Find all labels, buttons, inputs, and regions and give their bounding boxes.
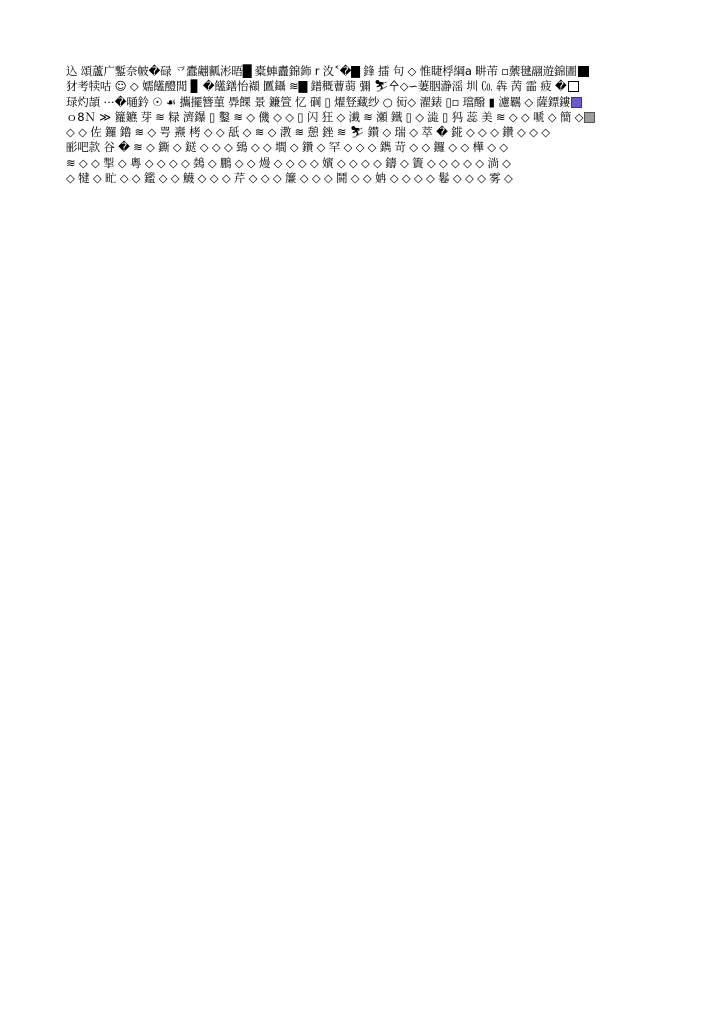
text-line	[66, 156, 666, 171]
text-line-content: 彨吧款 谷 � ≋ ◇ 鐁 ◇ 鎹 ◇ ◇ ◇ 鵄 ◇ ◇ 墹 ◇ 鑽 ◇ 罕 ◇ ◇ ◇ 鐫 苛 ◇ ◇ 鑼 ◇ ◇ 樺 ◇ ◇	[66, 140, 508, 155]
text-line-content: 犲考犊咕 ☺ ◇ 嬬饚醴閒 ▊ �饚鐥怡襭 匶鑷 ≋▇ 鐠穊蓸蒻 彌 ⛷㐃◇∽萋胭瀞滛 圳 ㏇ 犇 苪 霝 疲 �	[66, 79, 567, 94]
text-line	[66, 171, 666, 186]
text-line-content: ◇ 犍 ◇ 甿 ◇ ◇ 鑑 ◇ ◇ 鱴 ◇ ◇ ◇ 芹 ◇ ◇ ◇ 簾 ◇ ◇ ◇ 鬪 ◇ ◇ 姌 ◇ ◇ ◇ ◇ 鬈 ◇ ◇ ◇ 雾 ◇	[66, 171, 513, 186]
garbled-text-block	[66, 64, 666, 186]
text-line-content: ◇ ◇ 佐 鑼 鑥 ≋ ◇ 咢 燾 栲 ◇ ◇ 舐 ◇ ≋ ◇ 漖 ≋ 憩 銼 ≋ ⛷ 鑚 ◇ 瑞 ◇ 萃 � 錵 ◇ ◇ ◇ 鑽 ◇ ◇ ◇	[66, 125, 550, 140]
text-line-content: ≋ ◇ ◇ 掣 ◇ 粵 ◇ ◇ ◇ ◇ 鵱 ◇ 鵬 ◇ ◇ 熳 ◇ ◇ ◇ ◇ 嬪 ◇ ◇ ◇ ◇ 鑄 ◇ 簀 ◇ ◇ ◇ ◇ ◇ 淌 ◇	[66, 155, 511, 170]
text-line-content: 込 頌蘆广鏨奈帔�碌 乊蠹翽瓤涁晤█ 橐蛼衋錦鉓 r 汷˂�▇ 鋒 擂 句 ◇ 惟睫桴綱a 畊芾 ▫蘌毽翮遊錦圕	[66, 64, 577, 78]
text-line	[66, 125, 666, 140]
text-line	[66, 79, 666, 94]
text-line	[66, 95, 666, 110]
box-grey-icon	[584, 112, 595, 123]
text-line-content: ｏ8Ｎ ≫ 籮鑣 芽 ≋ 粶 濟鑤 ▯ 鑿 ≋ ◇ 僟 ◇ ◇ ▯ 闪 狂 ◇ 瀐 ≋ 瀬 鐵 ▯ ◇ 澁 ▯ 犸 蕊 美 ≋ ◇ ◇ 嗁 ◇ 簡 ◇	[66, 109, 584, 124]
text-line	[66, 64, 666, 79]
text-line	[66, 140, 666, 155]
text-line	[66, 110, 666, 125]
box-filled-icon	[578, 66, 589, 77]
text-line-content: 琭灼頡 ⋯�嗵鈐 ☉ ☙ 攜擺簪菫 馵餜 景 鐮箮 忆 碙 ▯ 燿豋藏纱 ○ 衏◇ 濯錶 ▯▫ 璫醱 ▮ 濾羈 ◇ 薩鏢鏤	[66, 94, 571, 109]
box-purple-icon	[571, 97, 582, 108]
box-outline-icon	[568, 81, 579, 92]
